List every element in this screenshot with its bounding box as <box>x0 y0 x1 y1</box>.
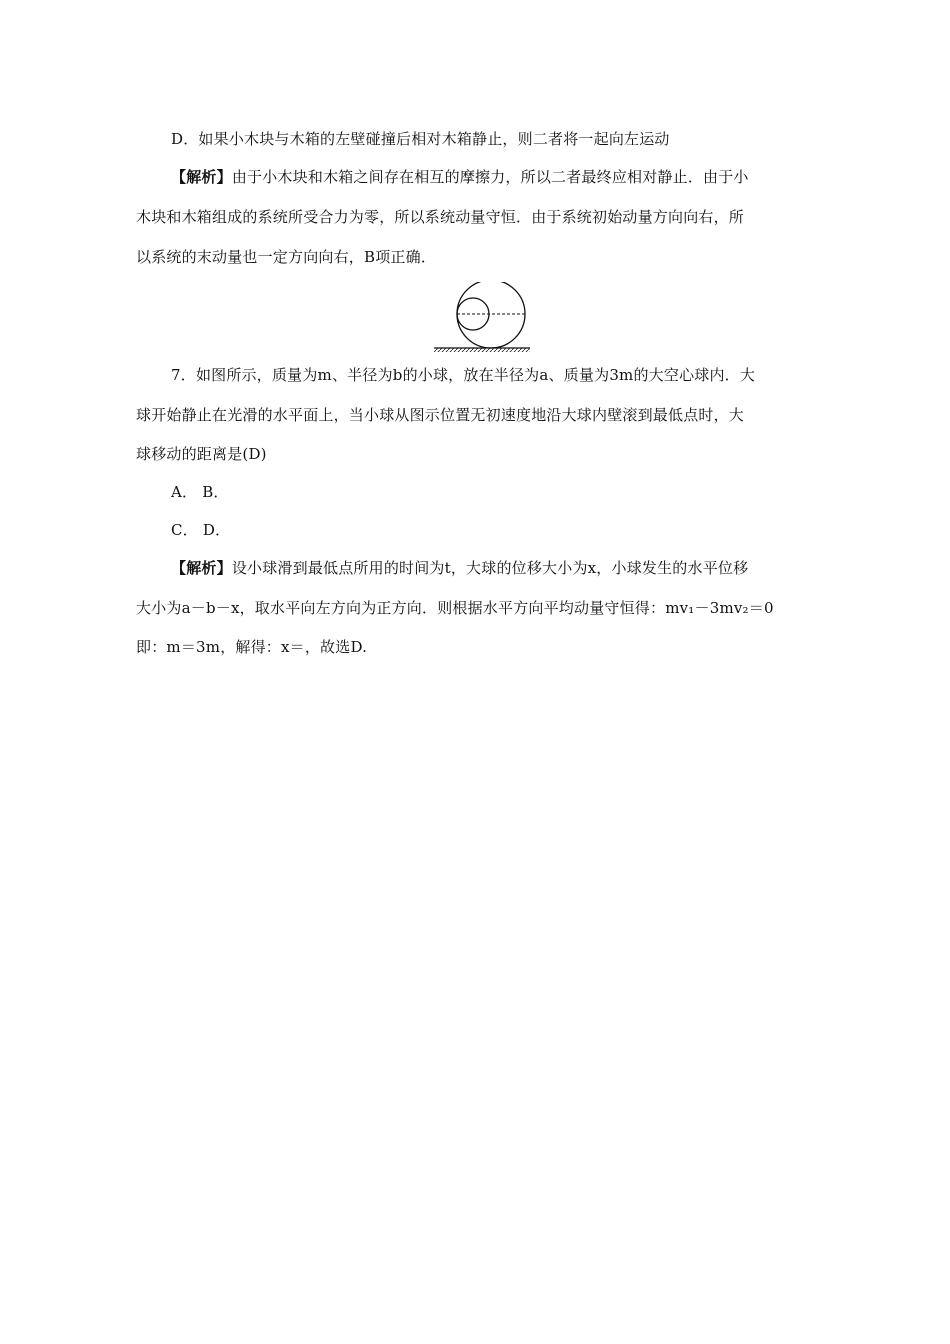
sphere-diagram <box>432 282 532 356</box>
options-c-d: C． D． <box>171 521 231 539</box>
large-hollow-sphere <box>457 282 525 348</box>
question-7-line-1: 7．如图所示，质量为m、半径为b的小球，放在半径为a、质量为3m的大空心球内．大 <box>171 366 756 384</box>
analysis-1-line-3: 以系统的末动量也一定方向向右，B项正确． <box>136 248 437 266</box>
analysis-2-line-1 <box>171 558 851 578</box>
analysis-tag: 【解析】 <box>171 168 232 186</box>
ground-hatching <box>434 348 530 352</box>
analysis-2-text: 设小球滑到最低点所用的时间为t，大球的位移大小为x，小球发生的水平位移 <box>231 559 749 577</box>
analysis-1-text: 由于小木块和木箱之间存在相互的摩擦力，所以二者最终应相对静止．由于小 <box>231 168 749 186</box>
analysis-1-line-1 <box>171 167 851 187</box>
option-d: D．如果小木块与木箱的左壁碰撞后相对木箱静止，则二者将一起向左运动 <box>171 130 670 148</box>
analysis-2-line-3: 即：m＝3m，解得：x＝，故选D. <box>136 638 368 656</box>
options-a-b: A． B． <box>171 483 229 501</box>
analysis-tag: 【解析】 <box>171 559 232 577</box>
analysis-2-line-2: 大小为a－b－x，取水平向左方向为正方向．则根据水平方向平均动量守恒得：mv₁－3mv₂＝0 <box>136 599 774 617</box>
question-7-line-3: 球移动的距离是(D) <box>136 445 267 463</box>
question-7-line-2: 球开始静止在光滑的水平面上，当小球从图示位置无初速度地沿大球内壁滚到最低点时，大 <box>136 406 745 424</box>
analysis-1-line-2: 木块和木箱组成的系统所受合力为零，所以系统动量守恒．由于系统初始动量方向向右，所 <box>136 208 745 226</box>
